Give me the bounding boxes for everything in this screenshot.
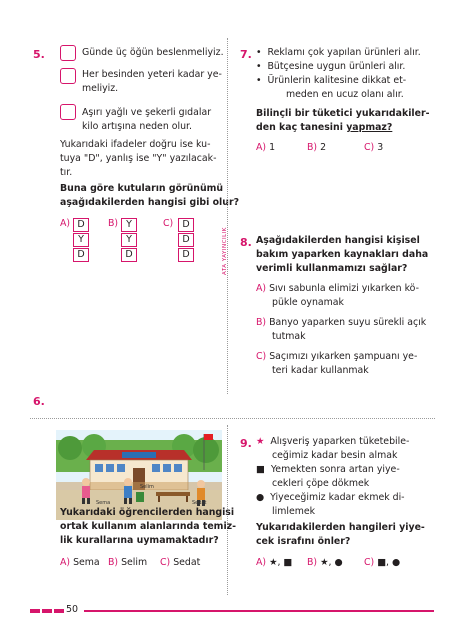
q5-question: Buna göre kutuların görünümü aşağıdakilerden hangisi gibi olur?	[60, 183, 240, 208]
q9-option-c[interactable]: C) ■, ●	[364, 557, 401, 568]
q7-bullets: • Reklamı çok yapılan ürünleri alır. • Bütçesine uygun ürünleri alır. • Ürünlerin kalitesine dikkat et- meden en ucuz olanı alır.	[256, 46, 441, 102]
selim-figure	[124, 478, 132, 486]
q5-statement-1-box[interactable]	[60, 45, 76, 61]
question-9-number: 9.	[240, 437, 252, 450]
question-5-number: 5.	[33, 48, 45, 61]
q5-a-box-3: D	[73, 248, 89, 262]
q6-option-a[interactable]: A) Sema	[60, 557, 100, 568]
q5-option-a-letter[interactable]: A)	[60, 218, 71, 229]
q9-item-2: ■ Yemekten sonra artan yiye-	[256, 464, 400, 475]
q9-item-3: ● Yiyeceğimiz kadar ekmek di-	[256, 492, 405, 503]
q9-items: ★ Alışveriş yaparken tüketebile- ceğimiz kadar besin almak ■ Yemekten sonra artan yiye- cekleri çöpe dökmek ● Yiyeceğimiz kadar ekmek di- limlemek	[256, 435, 446, 519]
q5-option-c-boxes[interactable]	[178, 218, 194, 263]
flag	[204, 434, 213, 440]
q7-bullet-3: • Ürünlerin kalitesine dikkat et-	[256, 75, 407, 86]
q8-option-b[interactable]: B) Banyo yaparken suyu sürekli açık tutmak	[256, 317, 427, 342]
question-8-number: 8.	[240, 236, 252, 249]
column-divider	[227, 38, 228, 394]
q5-statement-1: Günde üç öğün beslenmeliyiz.	[82, 47, 224, 58]
q5-option-c-letter[interactable]: C)	[163, 218, 174, 229]
q5-option-a-boxes[interactable]	[73, 218, 89, 263]
q8-question: Aşağıdakilerden hangisi kişisel bakım yaparken kaynakları daha verimli kullanmamızı sağlar?	[256, 235, 429, 274]
q7-bullet-2: • Bütçesine uygun ürünleri alır.	[256, 61, 406, 72]
sedat-figure	[197, 480, 205, 488]
footer-line	[84, 610, 434, 612]
q7-option-a[interactable]: A) 1	[256, 142, 276, 153]
q6-option-c[interactable]: C) Sedat	[160, 557, 201, 568]
question-6-number: 6.	[33, 395, 45, 408]
q7-question: Bilinçli bir tüketici yukarıdakiler- den kaç tanesini yapmaz?	[256, 108, 430, 133]
q7-bullet-1: • Reklamı çok yapılan ürünleri alır.	[256, 47, 421, 58]
q5-instruction: Yukarıdaki ifadeler doğru ise ku- tuya "D", yanlış ise "Y" yazılacak- tır.	[60, 139, 217, 178]
q5-b-box-3: D	[121, 248, 137, 262]
row-divider	[30, 418, 435, 419]
q6-question: Yukarıdaki öğrencilerden hangisi ortak kullanım alanlarında temiz- lik kurallarına uymamaktadır?	[60, 507, 237, 546]
footer-mark-3	[54, 609, 64, 613]
q5-b-box-1: Y	[121, 218, 137, 232]
q5-c-box-2: D	[178, 233, 194, 247]
q5-c-box-3: D	[178, 248, 194, 262]
sema-figure	[82, 478, 90, 486]
q5-option-b-boxes[interactable]	[121, 218, 137, 263]
publisher-label: ATA YAYINCILIK	[222, 227, 228, 275]
q5-c-box-1: D	[178, 218, 194, 232]
q5-a-box-2: Y	[73, 233, 89, 247]
page-number: 50	[66, 604, 79, 615]
q5-statement-3-box[interactable]	[60, 104, 76, 120]
footer-mark-1	[30, 609, 40, 613]
school-sign	[122, 452, 156, 458]
q5-statement-2: Her besinden yeteri kadar ye- meliyiz.	[82, 69, 222, 94]
q9-option-b[interactable]: B) ★, ●	[307, 557, 343, 568]
q7-option-c[interactable]: C) 3	[364, 142, 384, 153]
trash-bin	[136, 492, 144, 502]
q5-option-b-letter[interactable]: B)	[108, 218, 119, 229]
question-7-number: 7.	[240, 48, 252, 61]
q9-question: Yukarıdakilerden hangileri yiye- cek israfını önler?	[256, 522, 425, 547]
selim-label: Selim	[140, 484, 154, 490]
sema-label: Sema	[96, 500, 111, 506]
q5-a-box-1: D	[73, 218, 89, 232]
q5-statement-2-box[interactable]	[60, 68, 76, 84]
q5-statement-3: Aşırı yağlı ve şekerli gıdalar kilo artışına neden olur.	[82, 107, 212, 132]
q8-option-a[interactable]: A) Sıvı sabunla elimizi yıkarken kö- pükle oynamak	[256, 283, 419, 308]
q8-option-c[interactable]: C) Saçımızı yıkarken şampuanı ye- teri kadar kullanmak	[256, 351, 418, 376]
footer-mark-2	[42, 609, 52, 613]
sedat-label: Sedat	[192, 500, 207, 506]
q5-b-box-2: Y	[121, 233, 137, 247]
q9-item-1: ★ Alışveriş yaparken tüketebile-	[256, 436, 410, 447]
q9-option-a[interactable]: A) ★, ■	[256, 557, 293, 568]
q6-option-b[interactable]: B) Selim	[108, 557, 148, 568]
q7-option-b[interactable]: B) 2	[307, 142, 327, 153]
